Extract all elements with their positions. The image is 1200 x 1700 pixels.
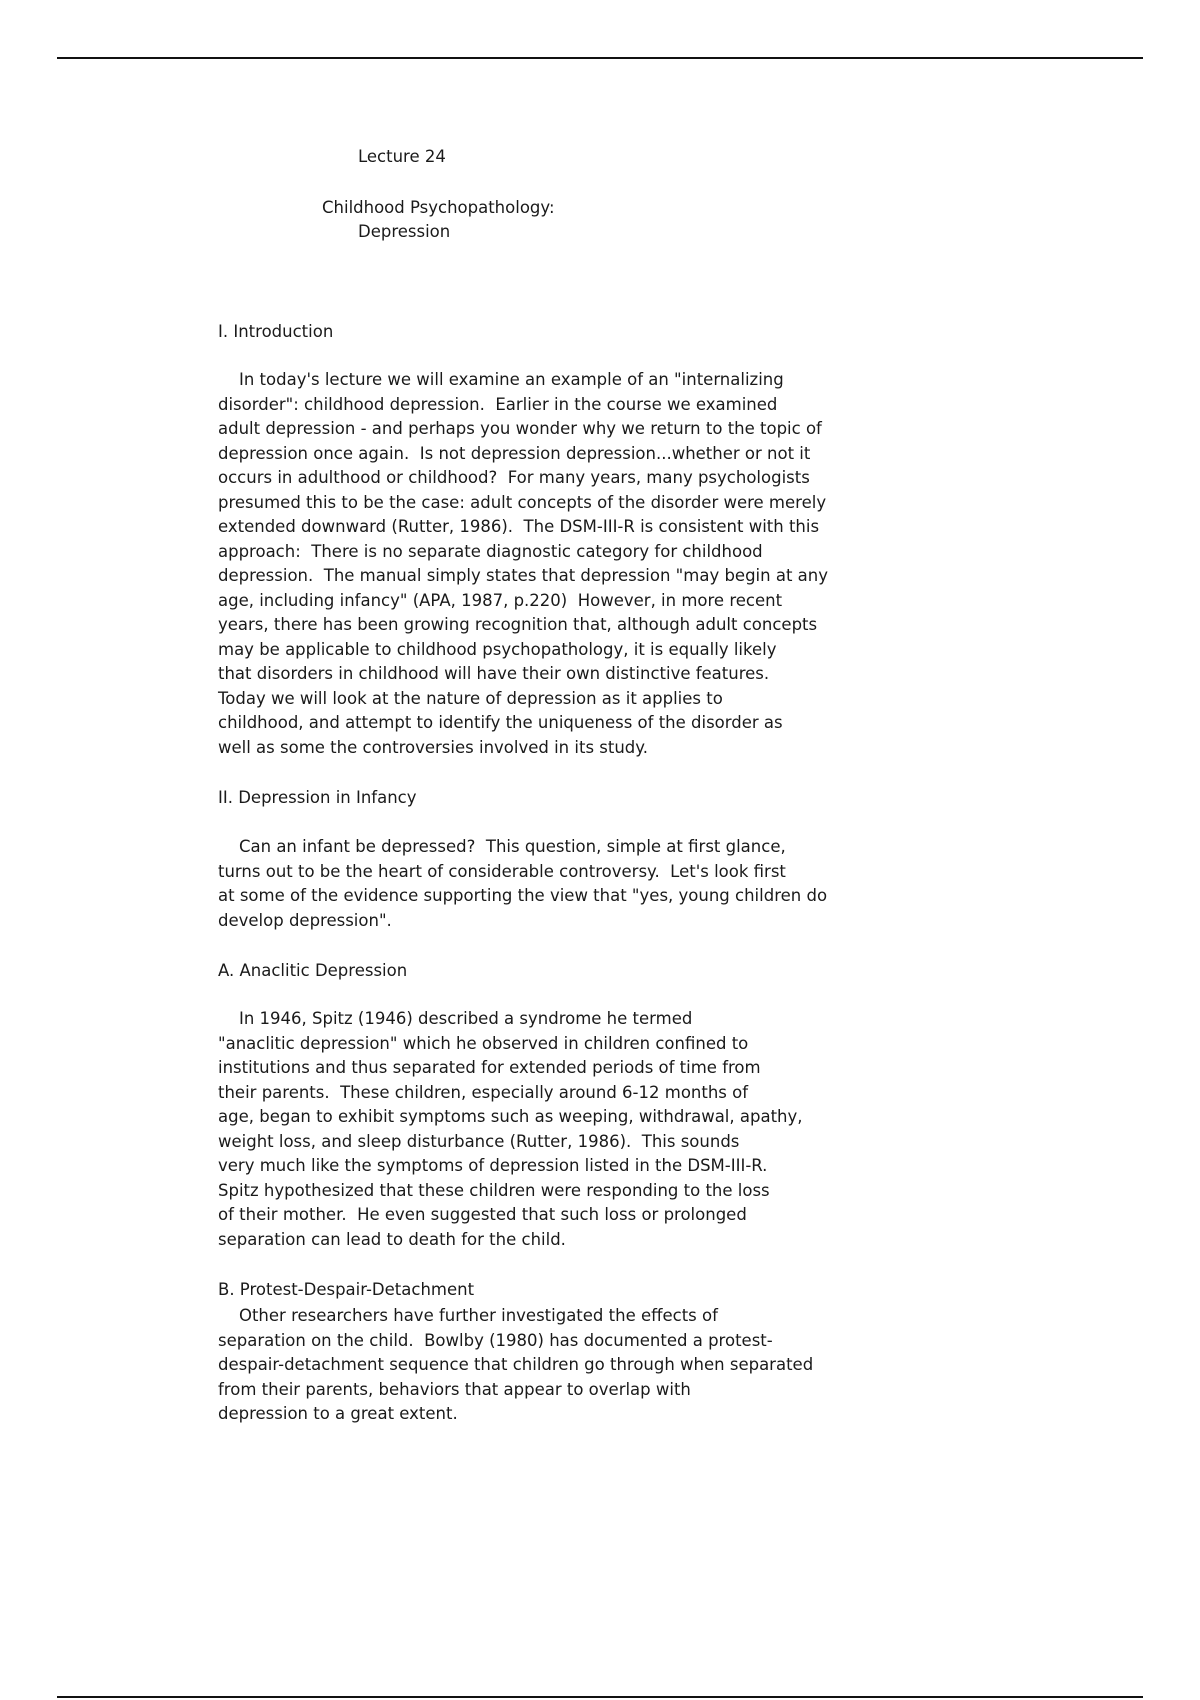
text-line: despair-detachment sequence that children go through when separated xyxy=(218,1355,814,1374)
paragraph-introduction xyxy=(218,368,828,760)
text-line: turns out to be the heart of considerable controversy. Let's look first xyxy=(218,861,786,881)
text-line: very much like the symptoms of depression listed in the DSM-III-R. xyxy=(218,1156,768,1175)
text-line: Other researchers have further investigated the effects of xyxy=(218,1306,718,1325)
section-heading-introduction: I. Introduction xyxy=(218,322,334,341)
section-heading-anaclitic: A. Anaclitic Depression xyxy=(218,961,408,980)
paragraph-anaclitic xyxy=(218,1007,803,1252)
title-block xyxy=(218,145,555,245)
text-line: depression once again. Is not depression depression...whether or not it xyxy=(218,443,811,463)
text-line: occurs in adulthood or childhood? For many years, many psychologists xyxy=(218,468,810,487)
text-line: that disorders in childhood will have their own distinctive features. xyxy=(218,664,770,683)
text-line: institutions and thus separated for extended periods of time from xyxy=(218,1058,761,1077)
text-line: disorder": childhood depression. Earlier in the course we examined xyxy=(218,394,778,414)
top-rule xyxy=(57,57,1143,59)
text-line: develop depression". xyxy=(218,910,392,930)
text-line: "anaclitic depression" which he observed in children confined to xyxy=(218,1033,749,1053)
text-line: separation on the child. Bowlby (1980) has documented a protest- xyxy=(218,1330,773,1350)
text-line: In today's lecture we will examine an example of an "internalizing xyxy=(218,370,784,389)
text-line: Today we will look at the nature of depression as it applies to xyxy=(218,688,723,708)
paragraph-protest xyxy=(218,1304,813,1427)
section-heading-infancy: II. Depression in Infancy xyxy=(218,788,417,807)
text-line: years, there has been growing recognition that, although adult concepts xyxy=(218,615,818,634)
text-line: their parents. These children, especially around 6-12 months of xyxy=(218,1082,749,1102)
text-line: presumed this to be the case: adult concepts of the disorder were merely xyxy=(218,492,827,512)
text-line: approach: There is no separate diagnostic category for childhood xyxy=(218,541,763,561)
paragraph-infancy xyxy=(218,835,827,933)
lecture-number: Lecture 24 xyxy=(358,147,446,166)
section-heading-protest: B. Protest-Despair-Detachment xyxy=(218,1280,475,1299)
text-line: childhood, and attempt to identify the uniqueness of the disorder as xyxy=(218,713,783,732)
text-line: age, including infancy" (APA, 1987, p.220) However, in more recent xyxy=(218,590,783,610)
lecture-subtitle: Depression xyxy=(358,222,451,241)
text-line: weight loss, and sleep disturbance (Rutter, 1986). This sounds xyxy=(218,1131,740,1151)
lecture-title: Childhood Psychopathology: xyxy=(322,197,555,217)
text-line: may be applicable to childhood psychopathology, it is equally likely xyxy=(218,639,777,659)
text-line: depression. The manual simply states that depression "may begin at any xyxy=(218,566,828,585)
text-line: adult depression - and perhaps you wonder why we return to the topic of xyxy=(218,419,822,438)
text-line: extended downward (Rutter, 1986). The DSM-III-R is consistent with this xyxy=(218,517,820,536)
text-line: Spitz hypothesized that these children were responding to the loss xyxy=(218,1180,770,1200)
text-line: of their mother. He even suggested that such loss or prolonged xyxy=(218,1205,747,1224)
text-line: depression to a great extent. xyxy=(218,1404,458,1423)
text-line: at some of the evidence supporting the view that "yes, young children do xyxy=(218,886,828,905)
text-line: separation can lead to death for the child. xyxy=(218,1229,566,1249)
text-line: age, began to exhibit symptoms such as weeping, withdrawal, apathy, xyxy=(218,1107,803,1126)
text-line: well as some the controversies involved in its study. xyxy=(218,737,648,757)
text-line: In 1946, Spitz (1946) described a syndrome he termed xyxy=(218,1009,693,1028)
bottom-rule xyxy=(57,1696,1143,1698)
text-line: from their parents, behaviors that appear to overlap with xyxy=(218,1379,691,1399)
text-line: Can an infant be depressed? This question, simple at first glance, xyxy=(218,837,786,856)
